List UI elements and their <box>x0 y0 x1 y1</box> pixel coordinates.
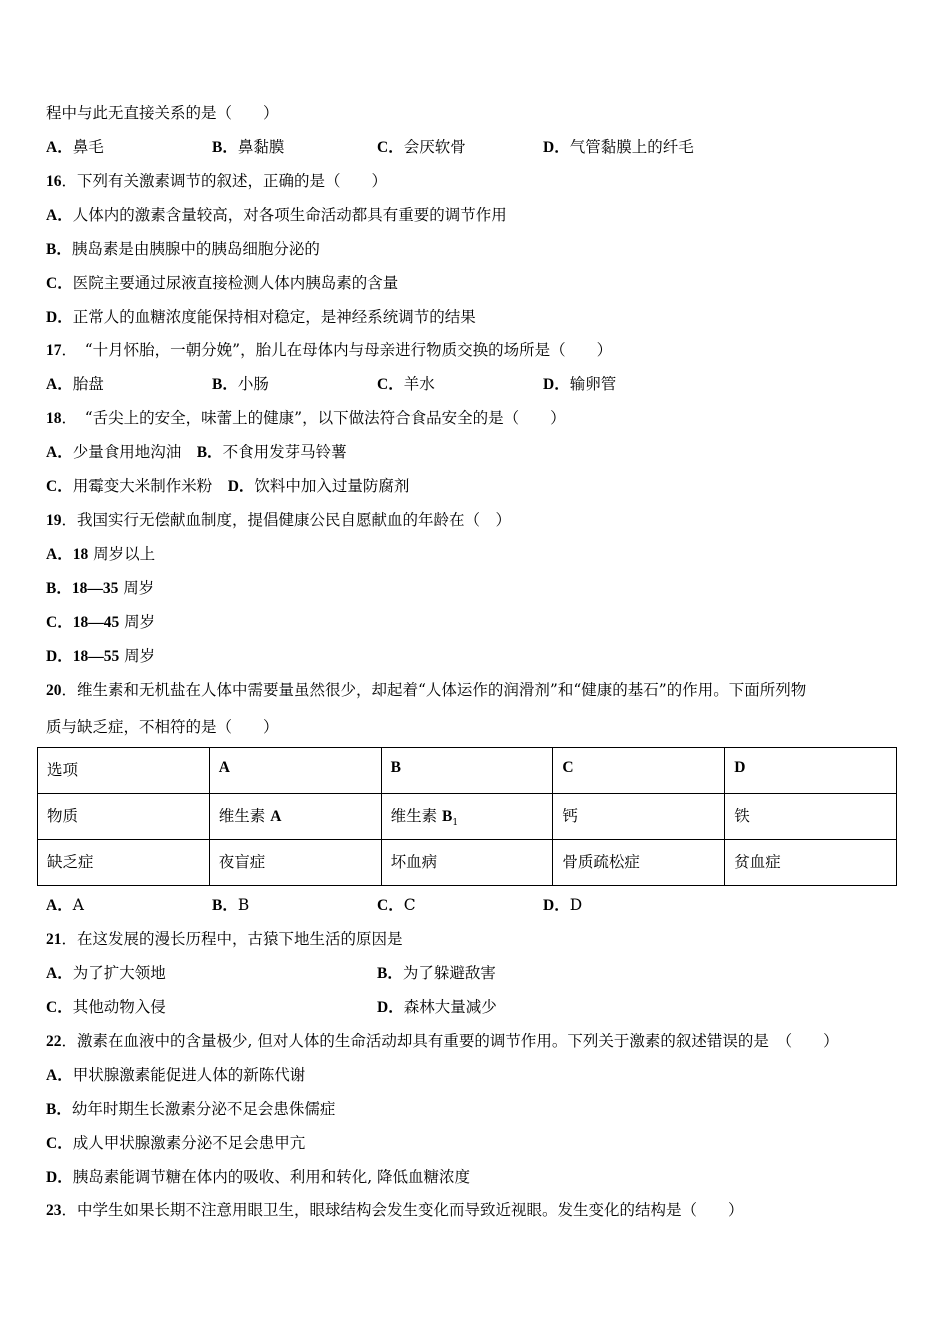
q22-stem: 22．激素在血液中的含量极少, 但对人体的生命活动却具有重要的调节作用。下列关于激素的叙述错误的是 （ ） <box>46 1032 839 1050</box>
q19-option-a: A．18 周岁以上 <box>46 545 156 563</box>
q20-option-c: C．C <box>377 896 416 914</box>
q20-stem-line2: 质与缺乏症，不相符的是（ ） <box>46 718 279 736</box>
q17-option-d: D．输卵管 <box>543 375 617 393</box>
q22-option-c: C．成人甲状腺激素分泌不足会患甲亢 <box>46 1134 306 1152</box>
q16-option-b: B．胰岛素是由胰腺中的胰岛细胞分泌的 <box>46 240 320 258</box>
q21-option-c: C．其他动物入侵 <box>46 998 166 1016</box>
q20-option-a: A．A <box>46 896 84 914</box>
q18-options-ab: A．少量食用地沟油 B．不食用发芽马铃薯 <box>46 443 347 461</box>
vitamin-b-subscript: 1 <box>452 818 459 829</box>
q17-option-b: B．小肠 <box>212 375 269 393</box>
q22-option-d: D．胰岛素能调节糖在体内的吸收、利用和转化, 降低血糖浓度 <box>46 1168 471 1186</box>
q21-option-a: A．为了扩大领地 <box>46 964 166 982</box>
table-cell: 铁 <box>725 794 897 840</box>
q15-stem-tail: 程中与此无直接关系的是（ ） <box>46 104 279 122</box>
q15-option-c: C．会厌软骨 <box>377 138 466 156</box>
table-cell <box>381 794 553 840</box>
q16-option-c: C．医院主要通过尿液直接检测人体内胰岛素的含量 <box>46 274 399 292</box>
q22-option-b: B．幼年时期生长激素分泌不足会患侏儒症 <box>46 1100 336 1118</box>
q16-stem: 16．下列有关激素调节的叙述，正确的是（ ） <box>46 172 388 190</box>
q15-option-d: D．气管黏膜上的纤毛 <box>543 138 694 156</box>
table-cell: C <box>553 748 725 794</box>
table-row <box>38 840 897 886</box>
q21-stem: 21．在这发展的漫长历程中，古猿下地生活的原因是 <box>46 930 403 948</box>
q20-stem-line1: 20．维生素和无机盐在人体中需要量虽然很少，却起着“人体运作的润滑剂”和“健康的基石”的作用。下面所列物 <box>46 681 807 699</box>
q21-option-b: B．为了躲避敌害 <box>377 964 496 982</box>
q15-option-b: B．鼻黏膜 <box>212 138 285 156</box>
q20-table <box>37 747 897 886</box>
table-row <box>38 748 897 794</box>
q16-option-a: A．人体内的激素含量较高，对各项生命活动都具有重要的调节作用 <box>46 206 507 224</box>
table-cell: 维生素 A <box>209 794 381 840</box>
q21-option-d: D．森林大量减少 <box>377 998 497 1016</box>
q15-option-a: A．鼻毛 <box>46 138 104 156</box>
table-row <box>38 794 897 840</box>
q20-option-d: D．D <box>543 896 583 914</box>
q16-option-d: D．正常人的血糖浓度能保持相对稳定，是神经系统调节的结果 <box>46 308 476 326</box>
table-cell: D <box>725 748 897 794</box>
q22-option-a: A．甲状腺激素能促进人体的新陈代谢 <box>46 1066 306 1084</box>
table-cell: 缺乏症 <box>38 840 210 886</box>
q19-option-d: D．18—55 周岁 <box>46 647 156 665</box>
q19-stem: 19．我国实行无偿献血制度，提倡健康公民自愿献血的年龄在（ ） <box>46 511 512 529</box>
q19-option-c: C．18—45 周岁 <box>46 613 156 631</box>
q18-options-cd: C．用霉变大米制作米粉 D．饮料中加入过量防腐剂 <box>46 477 410 495</box>
q18-stem: 18． “舌尖上的安全，味蕾上的健康”，以下做法符合食品安全的是（ ） <box>46 409 566 427</box>
table-cell: 物质 <box>38 794 210 840</box>
vitamin-b-label: 维生素 B <box>390 807 453 825</box>
table-cell: 选项 <box>38 748 210 794</box>
table-cell: 钙 <box>553 794 725 840</box>
table-cell: 贫血症 <box>725 840 897 886</box>
table-cell: B <box>381 748 553 794</box>
table-cell: 骨质疏松症 <box>553 840 725 886</box>
table-cell: A <box>209 748 381 794</box>
q23-stem: 23．中学生如果长期不注意用眼卫生，眼球结构会发生变化而导致近视眼。发生变化的结构是（ ） <box>46 1201 744 1219</box>
q17-stem: 17． “十月怀胎，一朝分娩”，胎儿在母体内与母亲进行物质交换的场所是（ ） <box>46 341 613 359</box>
q17-option-c: C．羊水 <box>377 375 435 393</box>
table-cell: 坏血病 <box>381 840 553 886</box>
table-cell: 夜盲症 <box>209 840 381 886</box>
q17-option-a: A．胎盘 <box>46 375 104 393</box>
q20-option-b: B．B <box>212 896 250 914</box>
q19-option-b: B．18—35 周岁 <box>46 579 155 597</box>
